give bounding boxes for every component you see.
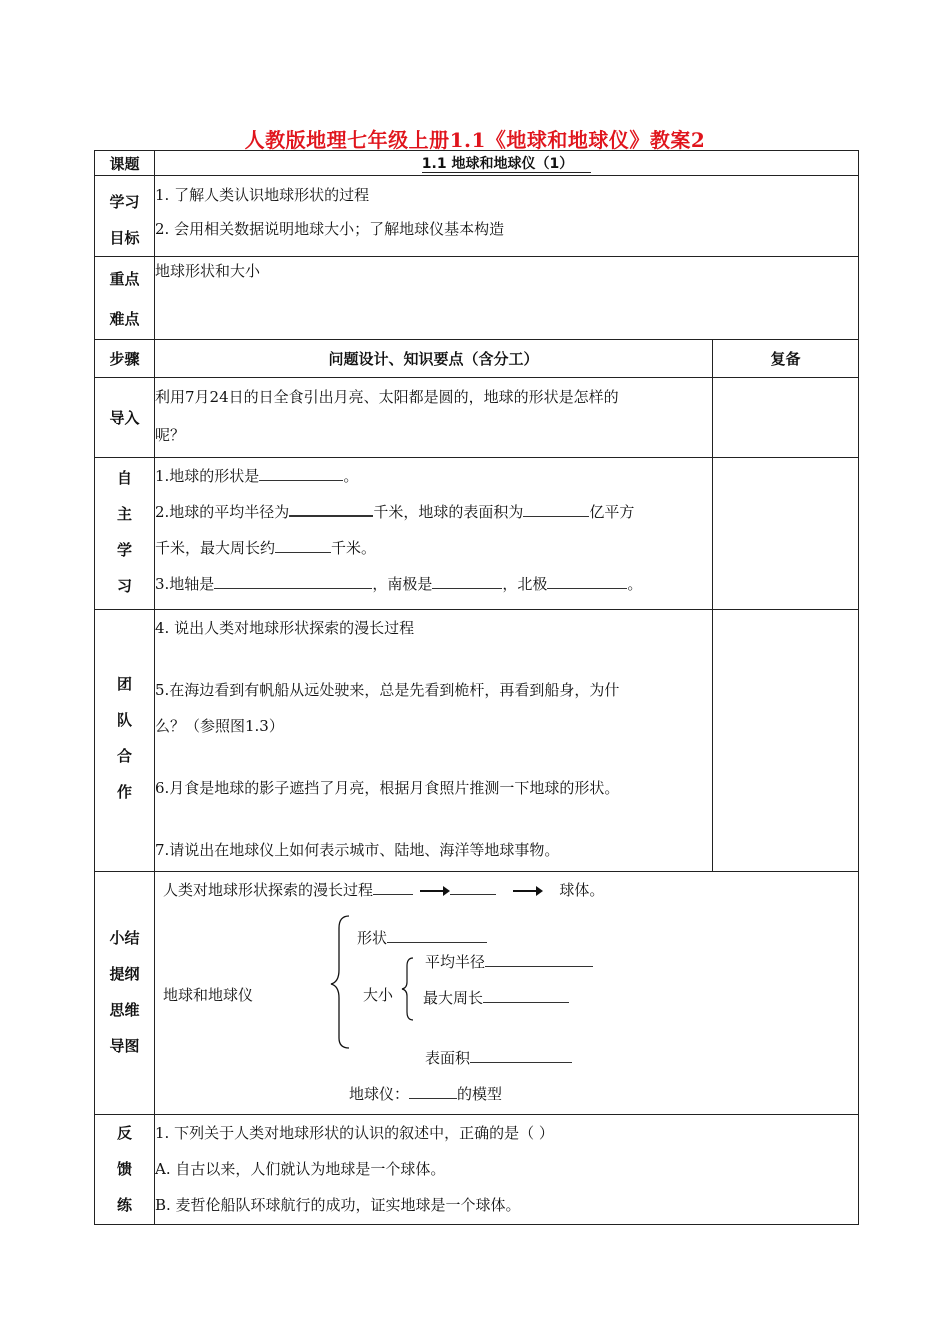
self-study-label-4: 习 xyxy=(116,577,132,595)
feedback-label-3: 练 xyxy=(116,1196,132,1214)
teamwork-q6: 6.月食是地球的影子遮挡了月亮，根据月食照片推测一下地球的形状。 xyxy=(155,779,620,797)
teamwork-q5-line-2: 么？（参照图1.3） xyxy=(155,717,284,735)
self-study-q2-cont: 千米，最大周长约 千米。 xyxy=(155,530,712,566)
teamwork-label-1: 团 xyxy=(116,675,132,693)
self-study-q1: 1.地球的形状是 。 xyxy=(155,458,712,494)
intro-review-cell xyxy=(713,378,859,458)
self-study-label-2: 主 xyxy=(116,505,132,523)
self-study-label-1: 自 xyxy=(116,469,132,487)
teamwork-label-2: 队 xyxy=(116,711,132,729)
summary-label-3: 思维 xyxy=(109,1001,140,1019)
teamwork-label-3: 合 xyxy=(116,747,132,765)
intro-line-1: 利用7月24日的日全食引出月亮、太阳都是圆的，地球的形状是怎样的 xyxy=(155,388,619,406)
header-design: 问题设计、知识要点（含分工） xyxy=(155,340,713,378)
mind-map-radius: 平均半径 xyxy=(425,948,593,972)
mind-map-shape: 形状 xyxy=(357,924,487,948)
mind-map-process: 人类对地球形状探索的漫长过程 球体。 xyxy=(163,876,604,900)
arrow-icon xyxy=(420,890,448,892)
feedback-question-1: 1. 下列关于人类对地球形状的认识的叙述中，正确的是（ ） xyxy=(155,1124,554,1142)
intro-label: 导入 xyxy=(95,378,155,458)
objectives-label-2: 目标 xyxy=(109,229,140,247)
mind-map-globe: 地球仪： 的模型 xyxy=(349,1080,502,1104)
keypoints-value: 地球形状和大小 xyxy=(155,257,859,340)
topic-value: 1.1 地球和地球仪（1） xyxy=(422,156,591,173)
self-study-q3: 3.地轴是 ，南极是 ，北极 。 xyxy=(155,566,712,602)
intro-line-2: 呢？ xyxy=(155,426,186,444)
arrow-icon xyxy=(513,890,541,892)
mind-map-size: 大小 xyxy=(363,986,394,1004)
objectives-label-1: 学习 xyxy=(109,193,140,211)
teamwork-review-cell xyxy=(713,610,859,872)
keypoints-label-1: 重点 xyxy=(109,270,140,288)
mind-map-root: 地球和地球仪 xyxy=(163,986,254,1004)
teamwork-q7: 7.请说出在地球仪上如何表示城市、陆地、海洋等地球事物。 xyxy=(155,841,560,859)
header-step: 步骤 xyxy=(95,340,155,378)
mind-map-circumference: 最大周长 xyxy=(423,984,569,1008)
self-study-label-3: 学 xyxy=(116,541,132,559)
left-brace-icon xyxy=(327,912,355,1052)
teamwork-q5-line-1: 5.在海边看到有帆船从远处驶来，总是先看到桅杆，再看到船身，为什 xyxy=(155,681,620,699)
feedback-label-1: 反 xyxy=(116,1124,132,1142)
feedback-option-b: B. 麦哲伦船队环球航行的成功，证实地球是一个球体。 xyxy=(155,1196,521,1214)
self-study-review-cell xyxy=(713,458,859,610)
feedback-label-2: 馈 xyxy=(116,1160,132,1178)
summary-label-2: 提纲 xyxy=(109,965,140,983)
summary-label-4: 导图 xyxy=(109,1037,140,1055)
teamwork-label-4: 作 xyxy=(116,783,132,801)
keypoints-label-2: 难点 xyxy=(109,310,140,328)
document-title: 人教版地理七年级上册1.1《地球和地球仪》教案2 xyxy=(244,128,706,152)
lesson-plan-table xyxy=(94,150,859,1225)
objective-item-2: 2. 会用相关数据说明地球大小；了解地球仪基本构造 xyxy=(155,220,505,238)
header-review: 复备 xyxy=(713,340,859,378)
summary-label-1: 小结 xyxy=(109,929,140,947)
topic-label: 课题 xyxy=(95,151,155,176)
small-brace-icon xyxy=(399,956,417,1022)
teamwork-q4: 4. 说出人类对地球形状探索的漫长过程 xyxy=(155,619,415,637)
mind-map xyxy=(155,872,858,1114)
self-study-q2: 2.地球的平均半径为 千米，地球的表面积为 亿平方 xyxy=(155,494,712,530)
mind-map-area: 表面积 xyxy=(425,1044,572,1068)
objective-item-1: 1. 了解人类认识地球形状的过程 xyxy=(155,186,370,204)
feedback-option-a: A. 自古以来，人们就认为地球是一个球体。 xyxy=(155,1160,446,1178)
